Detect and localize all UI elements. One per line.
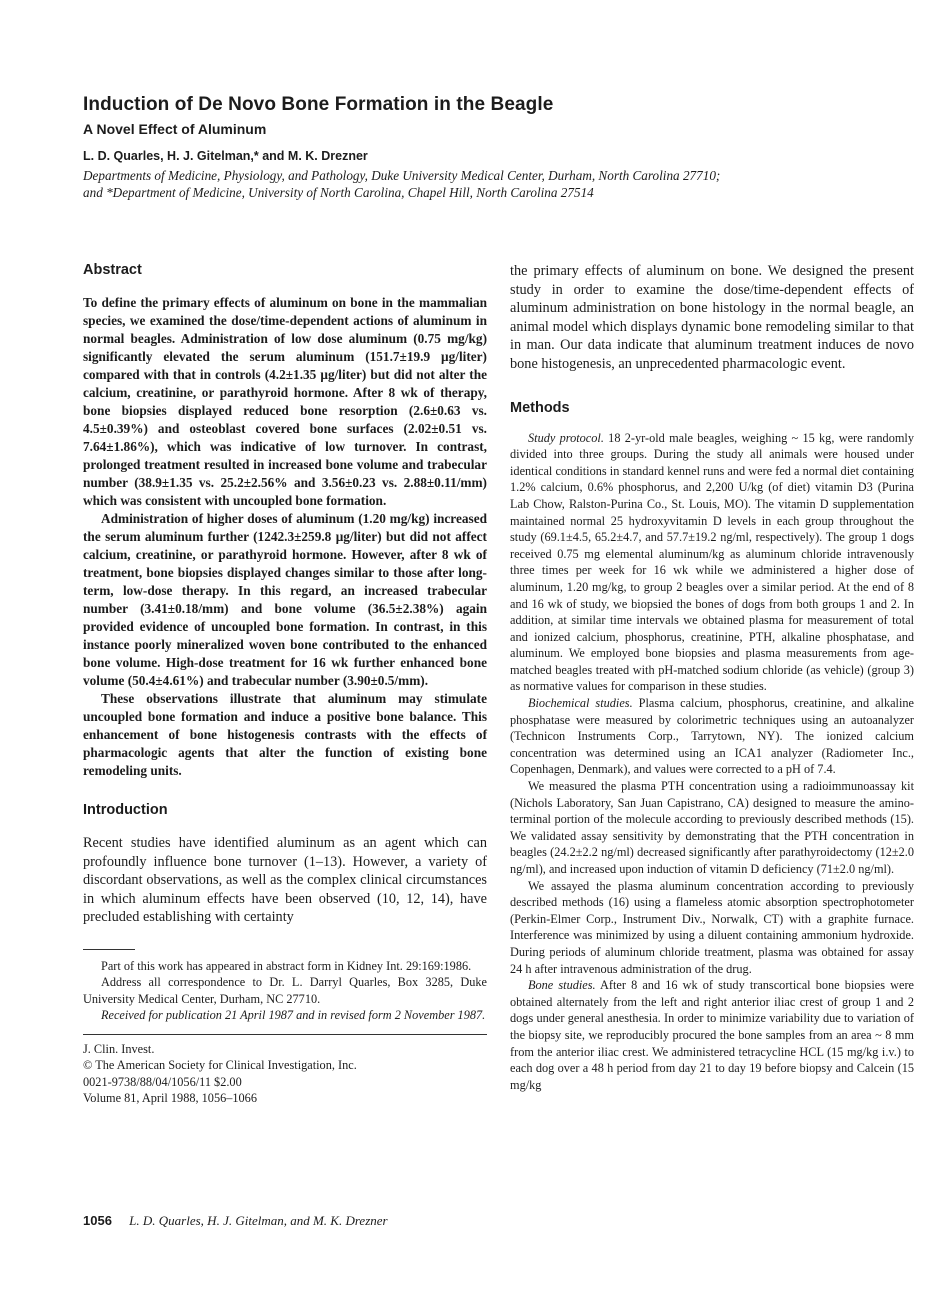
affiliation-line: and *Department of Medicine, University of North Carolina, Chapel Hill, North Carolina 27514 xyxy=(83,185,594,200)
paragraph-text: 18 2-yr-old male beagles, weighing ~ 15 kg, were randomly divided into three groups. During the study all animals were housed under identical conditions in standard kennel runs and were fed a normal diet containing 1.2% calcium, 0.6% phosphorus, and 2,200 U/kg (of diet) vitamin D3 (Purina Lab Chow, Ralston-Purina Co., St. Louis, MO). The vitamin D supplementation maintained normal 25 hydroxyvitamin D levels in each group throughout the study (69.1±4.5, 65.2±4.7, and 57.7±19.2 ng/ml, respectively). The group 1 dogs received 0.75 mg elemental aluminum/kg as aluminum chloride intravenously three times per week for 16 wk while we administered a higher dose of aluminum, 1.20 mg/kg, to group 2 beagles over a similar period. At the end of 8 and 16 wk of study, we biopsied the bones of dogs from both groups 1 and 2. In addition, at similar time intervals we obtained plasma for measurement of total and ionized calcium, phosphorus, creatinine, PTH, alkaline phosphatase, and aluminum. We employed bone biopsies and plasma measurements from age-matched beagles treated with pH-matched sodium chloride (as vehicle) (group 3) as normative values for comparison in these studies. xyxy=(510,430,914,694)
introduction-section xyxy=(83,802,487,927)
abstract-section xyxy=(83,262,487,780)
author-list: L. D. Quarles, H. J. Gitelman,* and M. K. Drezner xyxy=(83,149,368,163)
paragraph-text: After 8 and 16 wk of study transcortical bone biopsies were obtained alternately from the left and right anterior iliac crest of group 1 and 2 dogs under general anesthesia. In order to minimize variability due to variation of the biopsy site, we reproducibly procured the bone samples from an area ~ 8 mm from the anterior iliac crest. We administered tetracycline HCL (15 mg/kg i.v.) to each dog over a 48 h period from day 21 to day 19 before biopsy and Calcein (15 mg/kg xyxy=(510,978,914,1092)
article-subtitle: A Novel Effect of Aluminum xyxy=(83,121,267,137)
volume: Volume 81, April 1988, 1056–1066 xyxy=(83,1091,257,1106)
footnote-received: Received for publication 21 April 1987 and in revised form 2 November 1987. xyxy=(101,1008,486,1023)
introduction-continued xyxy=(510,262,914,374)
page-number: 1056 xyxy=(83,1213,112,1228)
methods-paragraph: We measured the plasma PTH concentration using a radioimmunoassay kit (Nichols Laboratory, San Juan Capistrano, CA) designed to measure the amino-terminal portion of the molecule according to previously described methods (15). We validated assay sensitivity by demonstrating that the PTH concentration in beagles (24.2±2.2 ng/ml) decreased significantly after parathyroidectomy (12±2.0 ng/ml), and increased upon induction of vitamin D deficiency (71±2.0 ng/ml). xyxy=(510,779,914,876)
journal-rule xyxy=(83,1034,487,1035)
journal-name: J. Clin. Invest. xyxy=(83,1041,155,1056)
methods-heading: Methods xyxy=(510,399,570,416)
paragraph-text: Plasma calcium, phosphorus, creatinine, and alkaline phosphatase were measured by colorimetric techniques using an autoanalyzer (Technicon Instruments Corp., Tarrytown, NY). The ionized calcium concentration was determined using an ICA1 analyzer (Radiometer Inc., Copenhagen, Denmark), and values were corrected to a pH of 7.4. xyxy=(510,696,914,777)
title-block xyxy=(83,94,923,201)
introduction-heading: Introduction xyxy=(83,802,168,818)
introduction-paragraph: Recent studies have identified aluminum as an agent which can profoundly influence bone turnover (1–13). However, a variety of discordant observations, as well as the complex clinical circumstances in which aluminum effects have been observed (10, 12, 14), have precluded establishing with certainty xyxy=(83,835,487,926)
journal-info xyxy=(83,1041,487,1107)
methods-paragraph xyxy=(510,695,914,778)
runin-heading: Bone studies. xyxy=(528,978,596,993)
article-title: Induction of De Novo Bone Formation in the Beagle xyxy=(83,94,554,115)
page-footer xyxy=(83,1213,388,1229)
abstract-heading: Abstract xyxy=(83,262,142,278)
affiliation xyxy=(83,167,923,201)
methods-section xyxy=(510,400,914,1094)
left-column xyxy=(83,262,487,1107)
methods-paragraph xyxy=(510,977,914,1093)
footnote-correspondence: Address all correspondence to Dr. L. Darryl Quarles, Box 3285, Duke University Medical Center, Durham, NC 27710. xyxy=(83,975,487,1006)
issn: 0021-9738/88/04/1056/11 $2.00 xyxy=(83,1074,242,1089)
footnote-abstract: Part of this work has appeared in abstract form in Kidney Int. 29:169:1986. xyxy=(101,958,472,973)
abstract-paragraph: To define the primary effects of aluminum on bone in the mammalian species, we examined the dose/time-dependent actions of aluminum in normal beagles. Administration of low dose aluminum (0.75 mg/kg) significantly elevated the serum aluminum (151.7±19.9 μg/liter) compared with that in controls (4.2±1.35 μg/liter) but did not alter the calcium, creatinine, or parathyroid hormone. After 8 wk of therapy, bone biopsies displayed reduced bone resorption (2.6±0.63 vs. 4.5±0.39%) and osteoblast covered bone surfaces (2.02±0.51 vs. 7.64±1.86%), which was indicative of low turnover. In contrast, prolonged treatment resulted in increased bone volume and trabecular number (38.9±1.35 vs. 25.2±2.56% and 3.56±0.23 vs. 2.88±0.11/mm) which was consistent with uncoupled bone formation. xyxy=(83,295,487,508)
running-authors: L. D. Quarles, H. J. Gitelman, and M. K. Drezner xyxy=(129,1213,388,1228)
runin-heading: Biochemical studies. xyxy=(528,696,633,711)
methods-paragraph xyxy=(510,430,914,696)
abstract-paragraph: These observations illustrate that aluminum may stimulate uncoupled bone formation and induce a positive bone balance. This enhancement of bone histogenesis contrasts with the effects of pharmacologic agents that alter the function of existing bone remodeling units. xyxy=(83,691,487,778)
affiliation-line: Departments of Medicine, Physiology, and Pathology, Duke University Medical Center, Durham, North Carolina 27710; xyxy=(83,168,721,183)
runin-heading: Study protocol. xyxy=(528,430,604,445)
right-column xyxy=(510,262,914,1093)
introduction-paragraph-continued: the primary effects of aluminum on bone. We designed the present study in order to examine the dose/time-dependent effects of aluminum administration on bone histology in the normal beagle, an animal model which displays dynamic bone remodeling similar to that in man. Our data indicate that aluminum treatment induces de novo bone histogenesis, an unprecedented pharmacologic event. xyxy=(510,263,914,372)
copyright: © The American Society for Clinical Investigation, Inc. xyxy=(83,1058,357,1073)
footnotes xyxy=(83,958,487,1024)
abstract-paragraph: Administration of higher doses of aluminum (1.20 mg/kg) increased the serum aluminum further (1242.3±259.8 μg/liter) but did not affect calcium, creatinine, or parathyroid hormone. However, after 8 wk of treatment, bone biopsies displayed changes similar to those after long-term, low-dose therapy. In this regard, an increased trabecular number (3.41±0.18/mm) and bone volume (36.5±2.38%) again provided evidence of uncoupled bone formation. In contrast, in this instance poorly mineralized woven bone contributed to the enhanced bone volume. High-dose treatment for 16 wk further enhanced bone volume (50.4±4.61%) and trabecular number (3.90±0.5/mm). xyxy=(83,511,487,688)
methods-paragraph: We assayed the plasma aluminum concentration according to previously described methods (16) using a flameless atomic absorption spectrophotometer (Perkin-Elmer Corp., Instrument Div., Norwalk, CT) with a graphite furnace. Interference was minimized by using a diluent containing ammonium hydroxide. During periods of aluminum chloride treatment, plasma was obtained for assay 24 h after intravenous administration of the drug. xyxy=(510,878,914,976)
footnote-rule xyxy=(83,949,135,950)
